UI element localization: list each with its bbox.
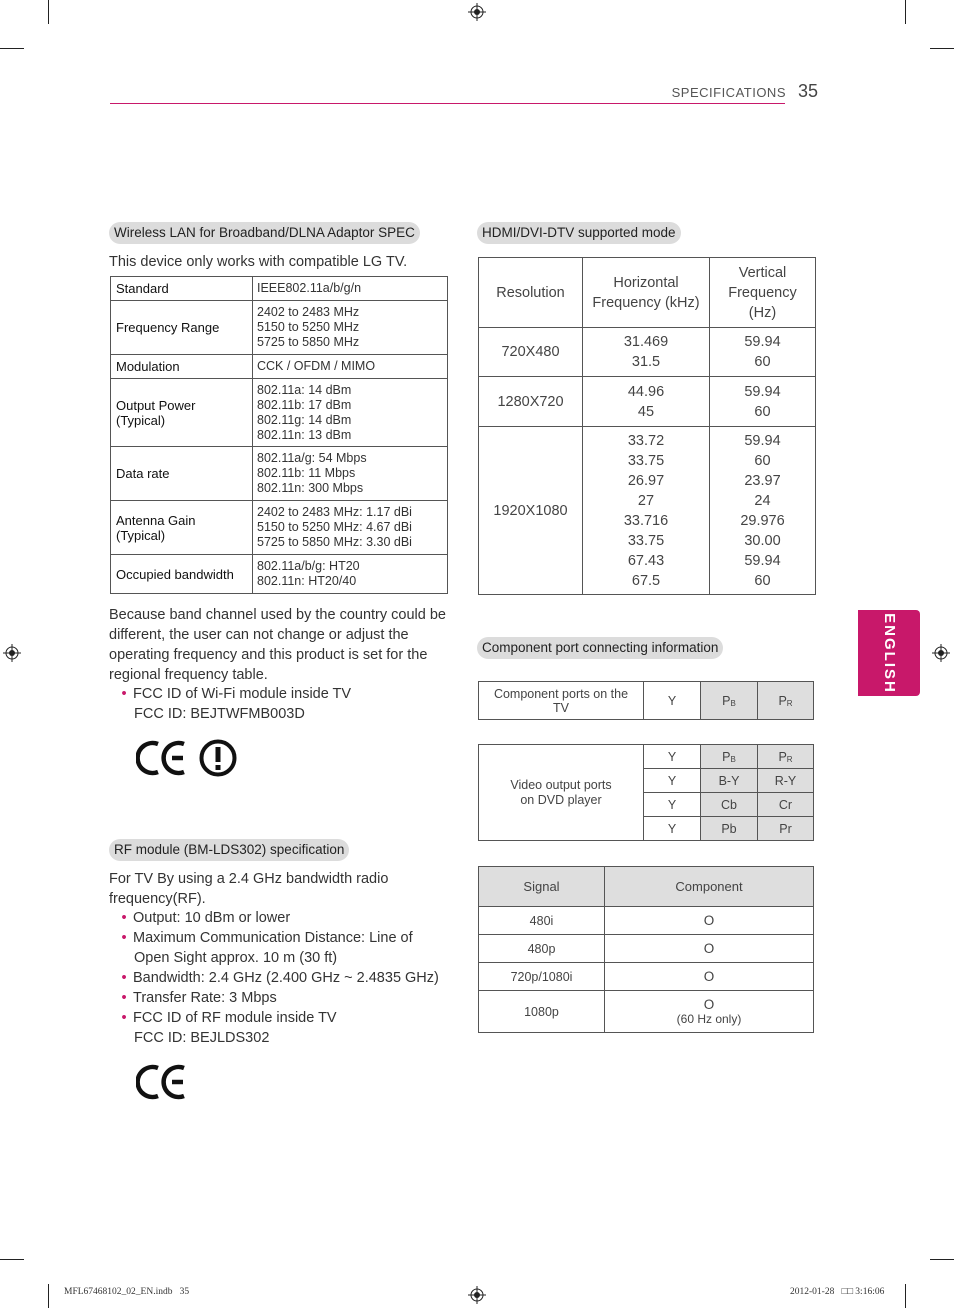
resolution-cell: 720X480 [479,328,583,377]
signal-table [478,866,814,1033]
tv-ports-label: Component ports on the TV [479,682,644,720]
hfreq-cell: 44.96 45 [583,377,710,427]
port-cell: R-Y [758,769,814,793]
signal-cell: 1080p [479,991,605,1033]
port-cell: Cr [758,793,814,817]
spec-value: CCK / OFDM / MIMO [253,355,448,379]
port-cell: $P_R$ [758,682,814,720]
list-item-continuation: FCC ID: BEJTWFMB003D [134,706,305,722]
spec-label: Data rate [111,447,253,501]
spec-label: Standard [111,277,253,301]
bullet-icon: • [121,686,127,702]
header-rule [110,103,785,104]
rf-heading: RF module (BM-LDS302) specification [109,839,349,861]
port-cell: Pr [758,817,814,841]
port-cell: $P_B$ [701,745,758,769]
spec-value: 802.11a/g: 54 Mbps 802.11b: 11 Mbps 802.11n: 300 Mbps [253,447,448,501]
list-item: • FCC ID of RF module inside TV [115,1008,337,1028]
spec-label: Antenna Gain (Typical) [111,501,253,555]
port-cell: $P_B$ [701,682,758,720]
footer-file-info: MFL67468102_02_EN.indb 35 [64,1287,190,1297]
port-cell: Pb [701,817,758,841]
ce-mark [136,1062,192,1102]
spec-value: 802.11a: 14 dBm 802.11b: 17 dBm 802.11g: 14 dBm 802.11n: 13 dBm [253,379,448,447]
port-cell: $P_R$ [758,745,814,769]
port-cell: Cb [701,793,758,817]
bullet-icon: • [121,910,127,926]
spec-label: Frequency Range [111,301,253,355]
spec-value: IEEE802.11a/b/g/n [253,277,448,301]
resolution-cell: 1280X720 [479,377,583,427]
resolution-cell: 1920X1080 [479,427,583,595]
spec-label: Occupied bandwidth [111,555,253,594]
spec-value: 2402 to 2483 MHz 5150 to 5250 MHz 5725 to 5850 MHz [253,301,448,355]
vfreq-cell: 59.94 60 23.97 24 29.976 30.00 59.94 60 [710,427,816,595]
rf-intro: frequency(RF). [109,891,206,907]
hfreq-cell: 33.72 33.75 26.97 27 33.716 33.75 67.43 67.5 [583,427,710,595]
wlan-spec-table [110,276,448,594]
language-tab-label: ENGLISH [880,612,898,694]
bullet-icon: • [121,970,127,986]
column-header: Vertical Frequency (Hz) [710,258,816,328]
bullet-icon: • [121,1010,127,1026]
spec-value: 2402 to 2483 MHz: 1.17 dBi 5150 to 5250 MHz: 4.67 dBi 5725 to 5850 MHz: 3.30 dBi [253,501,448,555]
registration-mark-icon [468,3,486,21]
list-item-continuation: Open Sight approx. 10 m (30 ft) [134,950,338,966]
list-item: • FCC ID of Wi-Fi module inside TV [115,684,351,704]
component-cell: O (60 Hz only) [605,991,814,1033]
spec-value: 802.11a/b/g: HT20 802.11n: HT20/40 [253,555,448,594]
vfreq-cell: 59.94 60 [710,377,816,427]
column-header: Horizontal Frequency (kHz) [583,258,710,328]
dvd-port-table [478,744,814,841]
crop-mark [0,48,24,49]
spec-label: Modulation [111,355,253,379]
wlan-intro: This device only works with compatible LG TV. [109,254,408,270]
list-item: • Transfer Rate: 3 Mbps [115,988,277,1008]
list-item: • Maximum Communication Distance: Line of [115,928,413,948]
wlan-heading: Wireless LAN for Broadband/DLNA Adaptor SPEC [109,222,420,244]
column-header: Component [605,867,814,907]
dvd-ports-label: Video output ports on DVD player [479,745,644,841]
port-cell: Y [644,682,701,720]
port-cell: B-Y [701,769,758,793]
bullet-icon: • [121,990,127,1006]
rf-intro: For TV By using a 2.4 GHz bandwidth radio [109,871,389,887]
registration-mark-icon [468,1286,486,1304]
signal-cell: 480p [479,935,605,963]
component-cell: O [605,935,814,963]
crop-mark [930,48,954,49]
hfreq-cell: 31.469 31.5 [583,328,710,377]
page-number: 35 [798,81,819,101]
section-title: SPECIFICATIONS [671,85,786,100]
port-cell: Y [644,745,701,769]
list-item: • Output: 10 dBm or lower [115,908,290,928]
port-cell: Y [644,817,701,841]
crop-mark [48,0,49,24]
crop-mark [930,1259,954,1260]
wlan-note: Because band channel used by the country could be different, the user can not change or adjust the operating frequency and this product is set for the regional frequency table. [109,607,446,683]
component-note: (60 Hz only) [676,1011,742,1026]
list-item: • Bandwidth: 2.4 GHz (2.400 GHz ~ 2.4835 GHz) [115,968,439,988]
crop-mark [905,1284,906,1308]
component-cell: O [605,963,814,991]
port-cell: Y [644,793,701,817]
footer-timestamp: 2012-01-28 □□ 3:16:06 [790,1287,885,1297]
registration-mark-icon [932,644,950,662]
signal-cell: 720p/1080i [479,963,605,991]
alert-circle-icon [198,738,238,778]
vfreq-cell: 59.94 60 [710,328,816,377]
component-cell: O [605,907,814,935]
hdmi-mode-table [478,257,816,595]
port-cell: Y [644,769,701,793]
bullet-icon: • [121,930,127,946]
hdmi-heading: HDMI/DVI-DTV supported mode [477,222,681,244]
tv-port-table [478,681,814,720]
crop-mark [905,0,906,24]
ce-mark [136,738,192,778]
crop-mark [48,1284,49,1308]
registration-mark-icon [3,644,21,662]
list-item-continuation: FCC ID: BEJLDS302 [134,1030,270,1046]
component-heading: Component port connecting information [477,637,723,659]
column-header: Resolution [479,258,583,328]
spec-label: Output Power (Typical) [111,379,253,447]
crop-mark [0,1259,24,1260]
signal-cell: 480i [479,907,605,935]
column-header: Signal [479,867,605,907]
